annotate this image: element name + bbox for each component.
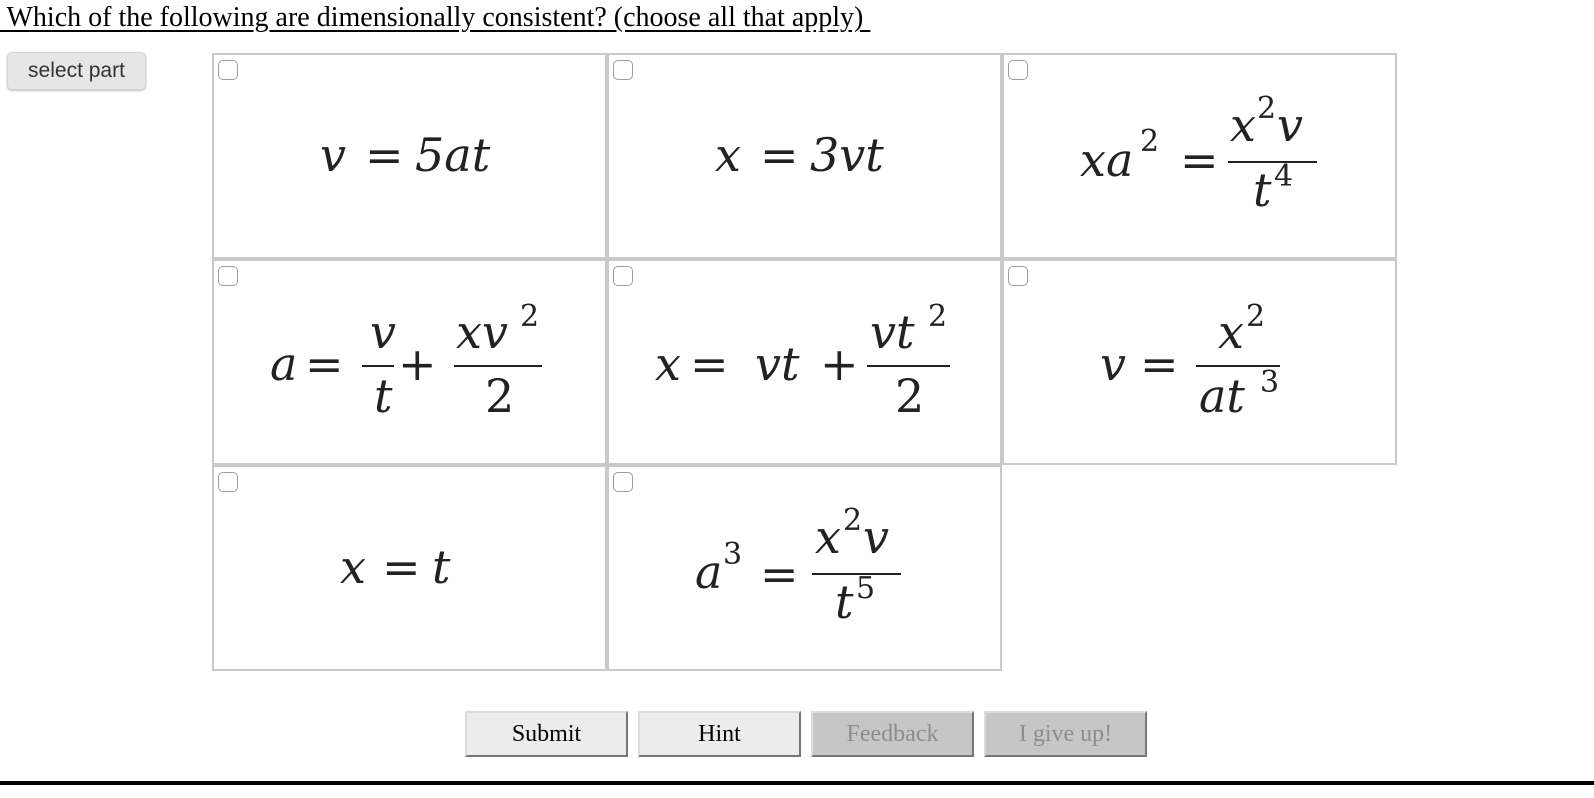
svg-text:x: x [1229,98,1256,152]
submit-button[interactable]: Submit [465,711,628,757]
option-cell-1[interactable] [212,53,607,259]
svg-text:t: t [1252,163,1271,217]
option-checkbox-2[interactable] [613,60,633,80]
svg-text:3: 3 [722,537,742,572]
svg-text:xa: xa [1079,133,1133,187]
svg-text:2: 2 [927,299,947,334]
svg-text:v: v [369,305,396,359]
svg-text:x: x [339,540,366,594]
option-checkbox-8[interactable] [613,472,633,492]
option-checkbox-5[interactable] [613,266,633,286]
svg-text:t: t [373,369,392,423]
option-checkbox-4[interactable] [218,266,238,286]
svg-text:x: x [1217,305,1244,359]
option-checkbox-6[interactable] [1008,266,1028,286]
option-checkbox-3[interactable] [1008,60,1028,80]
svg-text:5at: 5at [414,128,490,182]
option-equation-8 [633,493,976,643]
svg-text:=: = [759,547,799,601]
svg-text:=: = [381,540,421,594]
svg-text:3vt: 3vt [809,128,884,182]
svg-text:2: 2 [519,299,539,334]
svg-text:4: 4 [1273,159,1293,194]
svg-text:=: = [1179,133,1219,187]
svg-text:a: a [694,545,722,599]
option-equation-5 [633,287,976,437]
svg-text:x: x [714,128,741,182]
svg-text:=: = [1139,337,1179,391]
svg-text:v: v [319,128,346,182]
svg-text:x: x [814,510,841,564]
svg-text:vt: vt [869,305,914,359]
svg-text:t: t [834,575,853,629]
svg-text:x: x [654,337,681,391]
svg-text:=: = [364,128,404,182]
option-equation-6 [1028,287,1371,437]
select-part-button[interactable]: select part [7,52,146,90]
svg-text:=: = [759,128,799,182]
svg-text:2: 2 [1245,299,1265,334]
svg-text:t: t [431,540,450,594]
svg-text:=: = [304,337,344,391]
option-cell-2[interactable] [607,53,1002,259]
option-checkbox-7[interactable] [218,472,238,492]
svg-text:xv: xv [455,305,508,359]
option-cell-7[interactable] [212,465,607,671]
svg-text:+: + [397,337,437,391]
svg-text:2: 2 [894,369,924,423]
svg-text:v: v [862,510,889,564]
svg-text:2: 2 [1139,124,1159,159]
option-cell-6[interactable] [1002,259,1397,465]
svg-text:2: 2 [1256,91,1276,126]
option-cell-5[interactable] [607,259,1002,465]
option-equation-7 [238,493,581,643]
svg-text:v: v [1276,98,1303,152]
option-equation-1 [238,81,581,231]
hint-button[interactable]: Hint [638,711,801,757]
option-cell-3[interactable] [1002,53,1397,259]
svg-text:2: 2 [484,369,514,423]
option-checkbox-1[interactable] [218,60,238,80]
option-equation-2 [633,81,976,231]
svg-text:+: + [819,337,859,391]
svg-text:2: 2 [842,503,862,538]
give-up-button: I give up! [984,711,1147,757]
svg-text:vt: vt [754,337,799,391]
option-equation-4 [238,287,581,437]
bottom-divider [0,781,1594,785]
svg-text:v: v [1099,337,1126,391]
option-cell-4[interactable] [212,259,607,465]
option-equation-3 [1028,81,1371,231]
question-prompt: Which of the following are dimensionally consistent? (choose all that apply) [0,2,871,33]
svg-text:at: at [1198,369,1245,423]
svg-text:a: a [269,337,297,391]
svg-text:3: 3 [1259,365,1279,400]
feedback-button: Feedback [811,711,974,757]
svg-text:=: = [689,337,729,391]
svg-text:5: 5 [855,571,875,606]
option-cell-8[interactable] [607,465,1002,671]
